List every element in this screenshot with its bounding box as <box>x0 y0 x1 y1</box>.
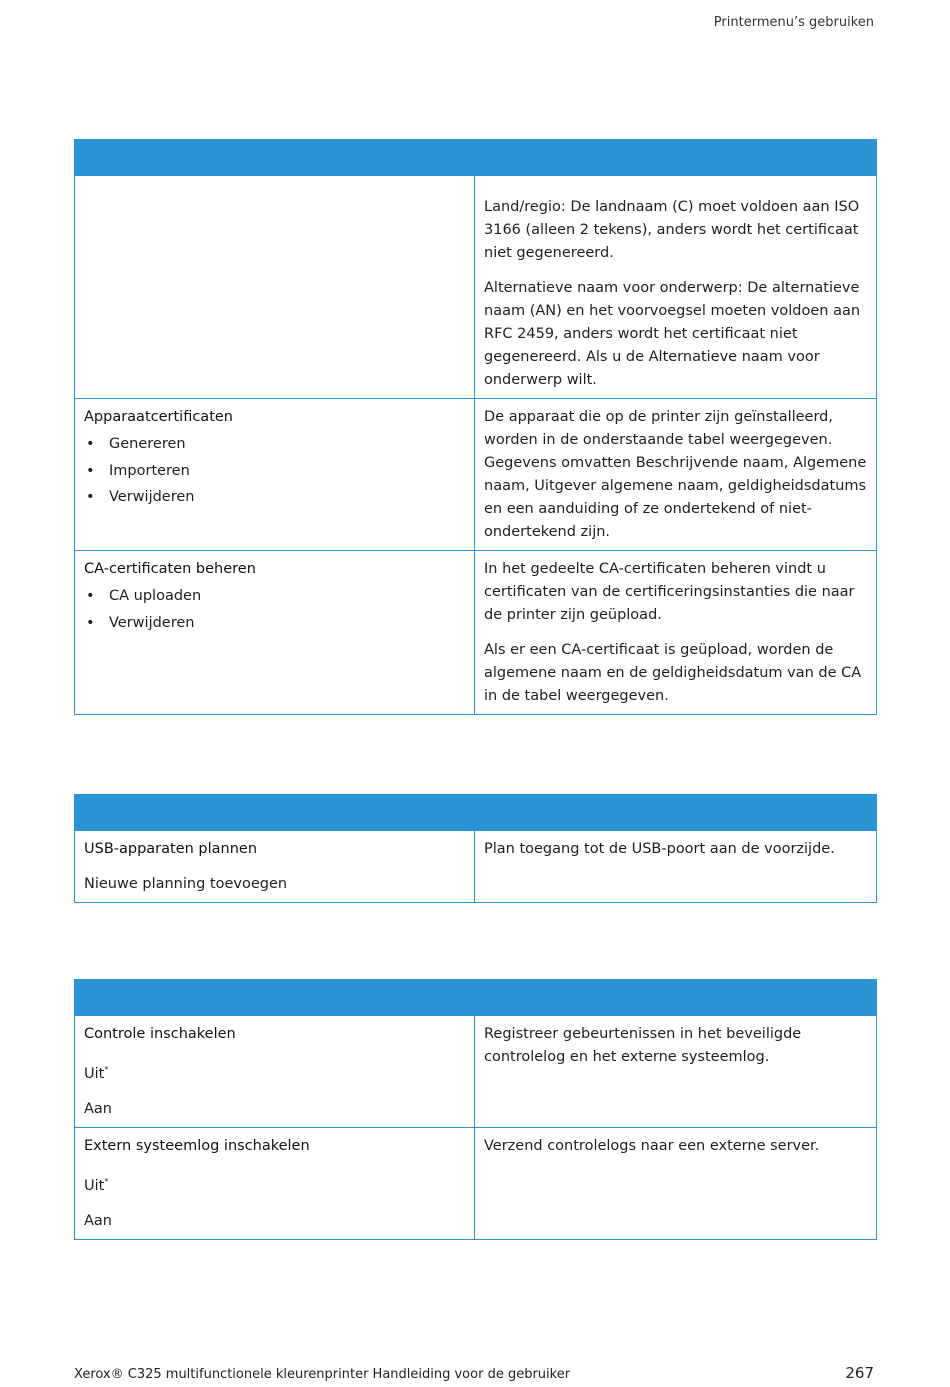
option-label: Uit <box>84 1065 105 1082</box>
menu-option <box>84 1170 465 1198</box>
table-header-row <box>75 140 877 176</box>
page-number: 267 <box>845 1364 874 1382</box>
menu-item-cell <box>75 399 475 551</box>
description-cell <box>475 399 877 551</box>
description-paragraph: Verzend controlelogs naar een externe server. <box>484 1137 820 1154</box>
table-row <box>75 399 877 551</box>
list-item: • Verwijderen <box>84 612 465 635</box>
running-header: Printermenu’s gebruiken <box>713 15 874 30</box>
option-list <box>84 433 465 509</box>
menu-item-cell <box>75 1016 475 1128</box>
menu-item-title: Extern systeemlog inschakelen <box>84 1137 310 1154</box>
list-item: • Verwijderen <box>84 486 465 509</box>
menu-item-title: Controle inschakelen <box>84 1026 236 1042</box>
footer-title: Xerox® C325 multifunctionele kleurenprinter Handleiding voor de gebruiker <box>74 1367 571 1382</box>
menu-option <box>84 1058 465 1086</box>
header-cell-description <box>475 980 877 1016</box>
menu-option: Nieuwe planning toevoegen <box>84 876 288 892</box>
header-cell-menu-item <box>75 140 475 176</box>
description-paragraph: In het gedeelte CA-certificaten beheren vindt u certificaten van de certificeringsinstanties die naar de printer zijn geüpload. <box>484 561 855 623</box>
description-paragraph: Land/regio: De landnaam (C) moet voldoen aan ISO 3166 (alleen 2 tekens), anders wordt het certificaat niet gegenereerd. <box>484 199 860 261</box>
menu-option: Aan <box>84 1212 112 1229</box>
header-cell-menu-item <box>75 980 475 1016</box>
list-item: • CA uploaden <box>84 585 465 608</box>
list-item: • Genereren <box>84 433 465 456</box>
description-cell <box>475 1127 877 1239</box>
certificates-table <box>74 139 877 715</box>
usb-table <box>74 794 877 903</box>
header-cell-menu-item <box>75 795 475 831</box>
table-header-row <box>75 980 877 1016</box>
table-row <box>75 1016 877 1128</box>
description-paragraph: De apparaat die op de printer zijn geïnstalleerd, worden in de onderstaande tabel weergegeven. Gegevens omvatten Beschrijvende naam, Algemene naam, Uitgever algemene naam, geldigheidsdatums en een aanduiding of ze ondertekend of niet-ondertekend zijn. <box>484 409 867 540</box>
table-row <box>75 831 877 903</box>
description-cell <box>475 176 877 399</box>
description-paragraph: Alternatieve naam voor onderwerp: De alternatieve naam (AN) en het voorvoegsel moeten voldoen aan RFC 2459, anders wordt het certificaat niet gegenereerd. Als u de Alternatieve naam voor onderwerp wilt. <box>484 280 861 388</box>
default-marker: * <box>104 1065 109 1074</box>
description-cell <box>475 551 877 715</box>
menu-item-cell <box>75 831 475 903</box>
list-item: • Importeren <box>84 460 465 483</box>
audit-log-table <box>74 979 877 1240</box>
table-row <box>75 551 877 715</box>
header-cell-description <box>475 140 877 176</box>
menu-item-title: USB-apparaten plannen <box>84 841 258 857</box>
menu-item-title: Apparaatcertificaten <box>84 409 233 425</box>
default-marker: * <box>104 1176 109 1186</box>
menu-item-cell <box>75 176 475 399</box>
table-header-row <box>75 795 877 831</box>
option-label: Uit <box>84 1177 105 1194</box>
description-cell <box>475 1016 877 1128</box>
header-cell-description <box>475 795 877 831</box>
description-paragraph: Registreer gebeurtenissen in het beveiligde controlelog en het externe systeemlog. <box>484 1026 802 1065</box>
menu-option: Aan <box>84 1100 112 1117</box>
option-list <box>84 585 465 635</box>
description-cell <box>475 831 877 903</box>
description-paragraph: Plan toegang tot de USB-poort aan de voorzijde. <box>484 841 835 857</box>
description-paragraph: Als er een CA-certificaat is geüpload, worden de algemene naam en de geldigheidsdatum van de CA in de tabel weergegeven. <box>484 642 862 704</box>
menu-item-cell <box>75 551 475 715</box>
table-row <box>75 176 877 399</box>
table-row <box>75 1127 877 1239</box>
menu-item-cell <box>75 1127 475 1239</box>
menu-item-title: CA-certificaten beheren <box>84 561 256 577</box>
